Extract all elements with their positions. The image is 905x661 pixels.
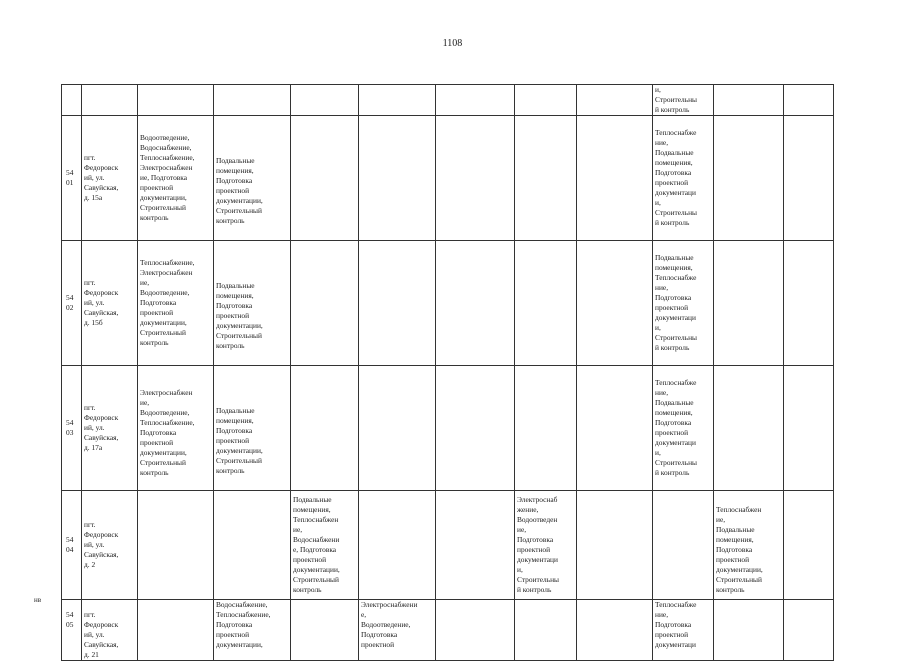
cell-works (214, 491, 291, 600)
cell-works (714, 600, 784, 661)
cell-works (291, 85, 359, 116)
cell-works: Теплоснабже ние, Подготовка проектной документаци (653, 600, 714, 661)
cell-works (436, 85, 515, 116)
cell-works (515, 366, 577, 491)
cell-works (291, 241, 359, 366)
cell-works (138, 600, 214, 661)
cell-num: 54 02 (62, 241, 82, 366)
cell-works (653, 491, 714, 600)
cell-works (291, 366, 359, 491)
cell-num: 54 05 (62, 600, 82, 661)
cell-works (714, 116, 784, 241)
cell-works: Водоснабжение, Теплоснабжение, Подготовка проектной документации, (214, 600, 291, 661)
cell-works (515, 85, 577, 116)
cell-works (714, 85, 784, 116)
cell-works: Водоотведение, Водоснабжение, Теплоснабжение, Электроснабжен ие, Подготовка проектной документации, Строительный контроль (138, 116, 214, 241)
footer-mark: нв (34, 596, 42, 604)
cell-num (62, 85, 82, 116)
table-row (62, 600, 834, 661)
cell-works: Электроснабжен ие, Водоотведение, Теплоснабжение, Подготовка проектной документации, Строительный контроль (138, 366, 214, 491)
cell-works (359, 85, 436, 116)
cell-works: Подвальные помещения, Подготовка проектной документации, Строительный контроль (214, 241, 291, 366)
cell-empty (784, 85, 834, 116)
cell-works: Электроснаб жение, Водоотведен ие, Подготовка проектной документаци и, Строительны й контроль (515, 491, 577, 600)
table-row (62, 85, 834, 116)
cell-address: пгт. Федоровск ий, ул. Савуйская, д. 21 (82, 600, 138, 661)
cell-empty (784, 491, 834, 600)
cell-empty (784, 241, 834, 366)
cell-num: 54 01 (62, 116, 82, 241)
cell-works: Подвальные помещения, Теплоснабже ние, Подготовка проектной документаци и, Строительны й контроль (653, 241, 714, 366)
cell-empty (784, 116, 834, 241)
cell-works: Теплоснабже ние, Подвальные помещения, Подготовка проектной документаци и, Строительны й контроль (653, 116, 714, 241)
cell-works (577, 600, 653, 661)
cell-works (436, 366, 515, 491)
cell-works: и, Строительны й контроль (653, 85, 714, 116)
cell-works (515, 116, 577, 241)
cell-works (577, 241, 653, 366)
cell-works (214, 85, 291, 116)
cell-address (82, 85, 138, 116)
cell-address: пгт. Федоровск ий, ул. Савуйская, д. 17а (82, 366, 138, 491)
cell-works: Подвальные помещения, Подготовка проектной документации, Строительный контроль (214, 366, 291, 491)
cell-works: Подвальные помещения, Теплоснабжен ие, Водоснабжени е, Подготовка проектной документации, Строительный контроль (291, 491, 359, 600)
cell-works: Электроснабжени е, Водоотведение, Подготовка проектной (359, 600, 436, 661)
cell-works (714, 366, 784, 491)
cell-works (436, 241, 515, 366)
cell-works (359, 491, 436, 600)
cell-works: Теплоснабжен ие, Подвальные помещения, Подготовка проектной документации, Строительный контроль (714, 491, 784, 600)
page-number: 1108 (442, 38, 463, 49)
table-row (62, 366, 834, 491)
cell-works (436, 491, 515, 600)
cell-works (577, 85, 653, 116)
table-row (62, 116, 834, 241)
cell-num: 54 04 (62, 491, 82, 600)
cell-address: пгт. Федоровск ий, ул. Савуйская, д. 15а (82, 116, 138, 241)
cell-address: пгт. Федоровск ий, ул. Савуйская, д. 15б (82, 241, 138, 366)
cell-empty (784, 366, 834, 491)
cell-address: пгт. Федоровск ий, ул. Савуйская, д. 2 (82, 491, 138, 600)
cell-works (714, 241, 784, 366)
cell-works (359, 241, 436, 366)
cell-works (291, 116, 359, 241)
cell-works (436, 600, 515, 661)
cell-empty (784, 600, 834, 661)
cell-works (138, 85, 214, 116)
work-schedule-table (61, 84, 834, 661)
cell-works: Теплоснабжение, Электроснабжен ие, Водоотведение, Подготовка проектной документации, Строительный контроль (138, 241, 214, 366)
cell-works (577, 491, 653, 600)
cell-works (515, 600, 577, 661)
cell-works (577, 366, 653, 491)
cell-works (291, 600, 359, 661)
cell-num: 54 03 (62, 366, 82, 491)
cell-works: Подвальные помещения, Подготовка проектной документации, Строительный контроль (214, 116, 291, 241)
table-row (62, 241, 834, 366)
table-row (62, 491, 834, 600)
cell-works (577, 116, 653, 241)
cell-works (359, 366, 436, 491)
cell-works (515, 241, 577, 366)
cell-works (436, 116, 515, 241)
cell-works (359, 116, 436, 241)
cell-works (138, 491, 214, 600)
cell-works: Теплоснабже ние, Подвальные помещения, Подготовка проектной документаци и, Строительны й контроль (653, 366, 714, 491)
